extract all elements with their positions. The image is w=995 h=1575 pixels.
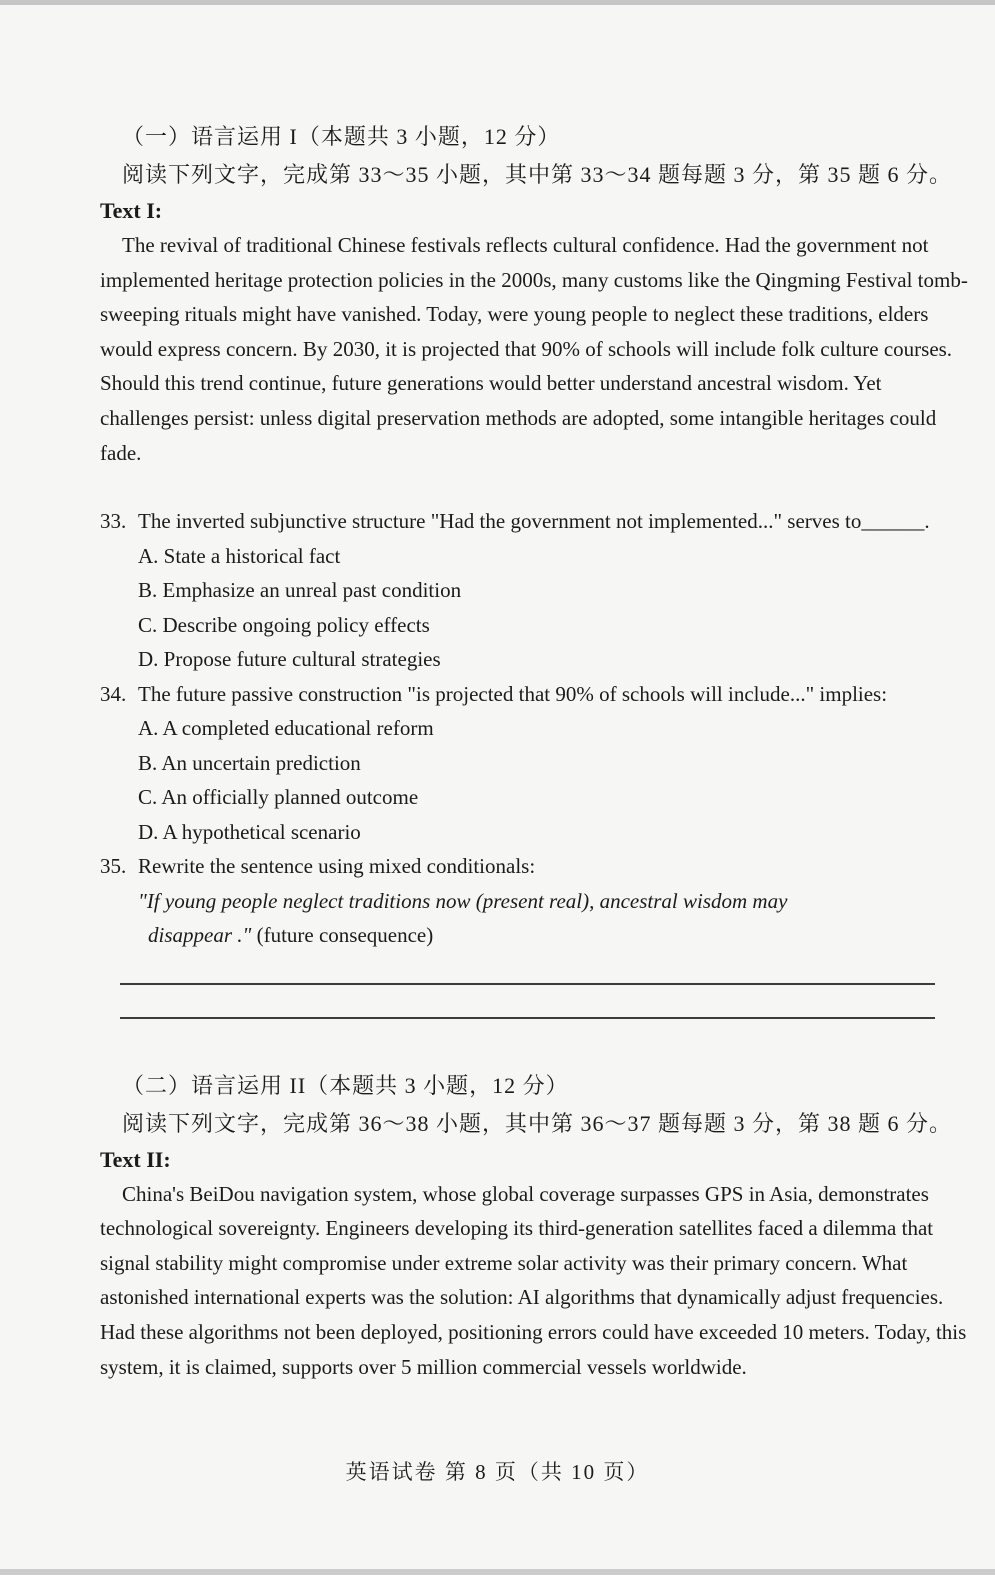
section2 — [100, 1071, 968, 1385]
text1-passage: The revival of traditional Chinese festivals reflects cultural confidence. Had the government not implemented heritage protection policies in the 2000s, many customs like the Qingming Festival tomb-sweeping rituals might have vanished. Today, were young people to neglect these traditions, elders would express concern. By 2030, it is projected that 90% of schools will include folk culture courses. Should this trend continue, future generations would better understand ancestral wisdom. Yet challenges persist: unless digital preservation methods are adopted, some intangible heritages could fade. — [100, 233, 968, 465]
question-33 — [100, 504, 968, 677]
question-33-option-d: D. Propose future cultural strategies — [138, 647, 441, 672]
question-34 — [100, 677, 968, 850]
question-33-stem: The inverted subjunctive structure "Had the government not implemented..." serves to______. — [138, 509, 930, 534]
question-35-number: 35. — [100, 854, 127, 879]
question-35-quote-line2 — [148, 918, 968, 953]
text2-passage: China's BeiDou navigation system, whose global coverage surpasses GPS in Asia, demonstrates technological sovereignty. Engineers developing its third-generation satellites faced a dilemma that signal stability might compromise under extreme solar activity was their primary concern. What astonished international experts was the solution: AI algorithms that dynamically adjust frequencies. Had these algorithms not been deployed, positioning errors could have exceeded 10 meters. Today, this system, it is claimed, supports over 5 million commercial vessels worldwide. — [100, 1181, 967, 1379]
question-34-option-d: D. A hypothetical scenario — [138, 819, 361, 844]
answer-line-2 — [120, 1017, 935, 1019]
question-33-number: 33. — [100, 509, 127, 534]
question-34-stem: The future passive construction "is projected that 90% of schools will include..." implies: — [138, 681, 888, 706]
section1-questions — [100, 504, 968, 1019]
bottom-edge-strip — [0, 1569, 995, 1575]
question-33-option-c: C. Describe ongoing policy effects — [138, 612, 430, 637]
question-34-option-a: A. A completed educational reform — [138, 716, 434, 741]
question-34-option-b: B. An uncertain prediction — [138, 750, 361, 775]
text2-label: Text II: — [100, 1146, 171, 1172]
top-edge-strip — [0, 0, 995, 5]
question-33-option-b: B. Emphasize an unreal past condition — [138, 578, 462, 603]
section2-instruction: 阅读下列文字，完成第 36～38 小题，其中第 36～37 题每题 3 分，第 38 题 6 分。 — [122, 1110, 953, 1136]
section1-heading: （一）语言运用 I（本题共 3 小题，12 分） — [122, 124, 561, 149]
question-35-quote-line1: "If young people neglect traditions now (present real), ancestral wisdom may — [138, 888, 788, 913]
question-33-option-a: A. State a historical fact — [138, 543, 341, 568]
page-footer: 英语试卷 第 8 页（共 10 页） — [345, 1460, 650, 1484]
question-35-stem: Rewrite the sentence using mixed conditionals: — [138, 854, 536, 879]
answer-line-1 — [120, 983, 935, 985]
question-34-option-c: C. An officially planned outcome — [138, 785, 419, 810]
question-35-quote-line2-roman: (future consequence) — [251, 923, 434, 948]
question-35-quote-line2-italic: disappear ." — [148, 923, 252, 948]
question-35 — [100, 849, 968, 953]
question-34-number: 34. — [100, 681, 127, 706]
section1-instruction: 阅读下列文字，完成第 33～35 小题，其中第 33～34 题每题 3 分，第 35 题 6 分。 — [122, 162, 953, 187]
section2-heading: （二）语言运用 II（本题共 3 小题，12 分） — [122, 1072, 569, 1098]
page-content — [100, 122, 968, 1384]
text1-label: Text I: — [100, 198, 163, 223]
